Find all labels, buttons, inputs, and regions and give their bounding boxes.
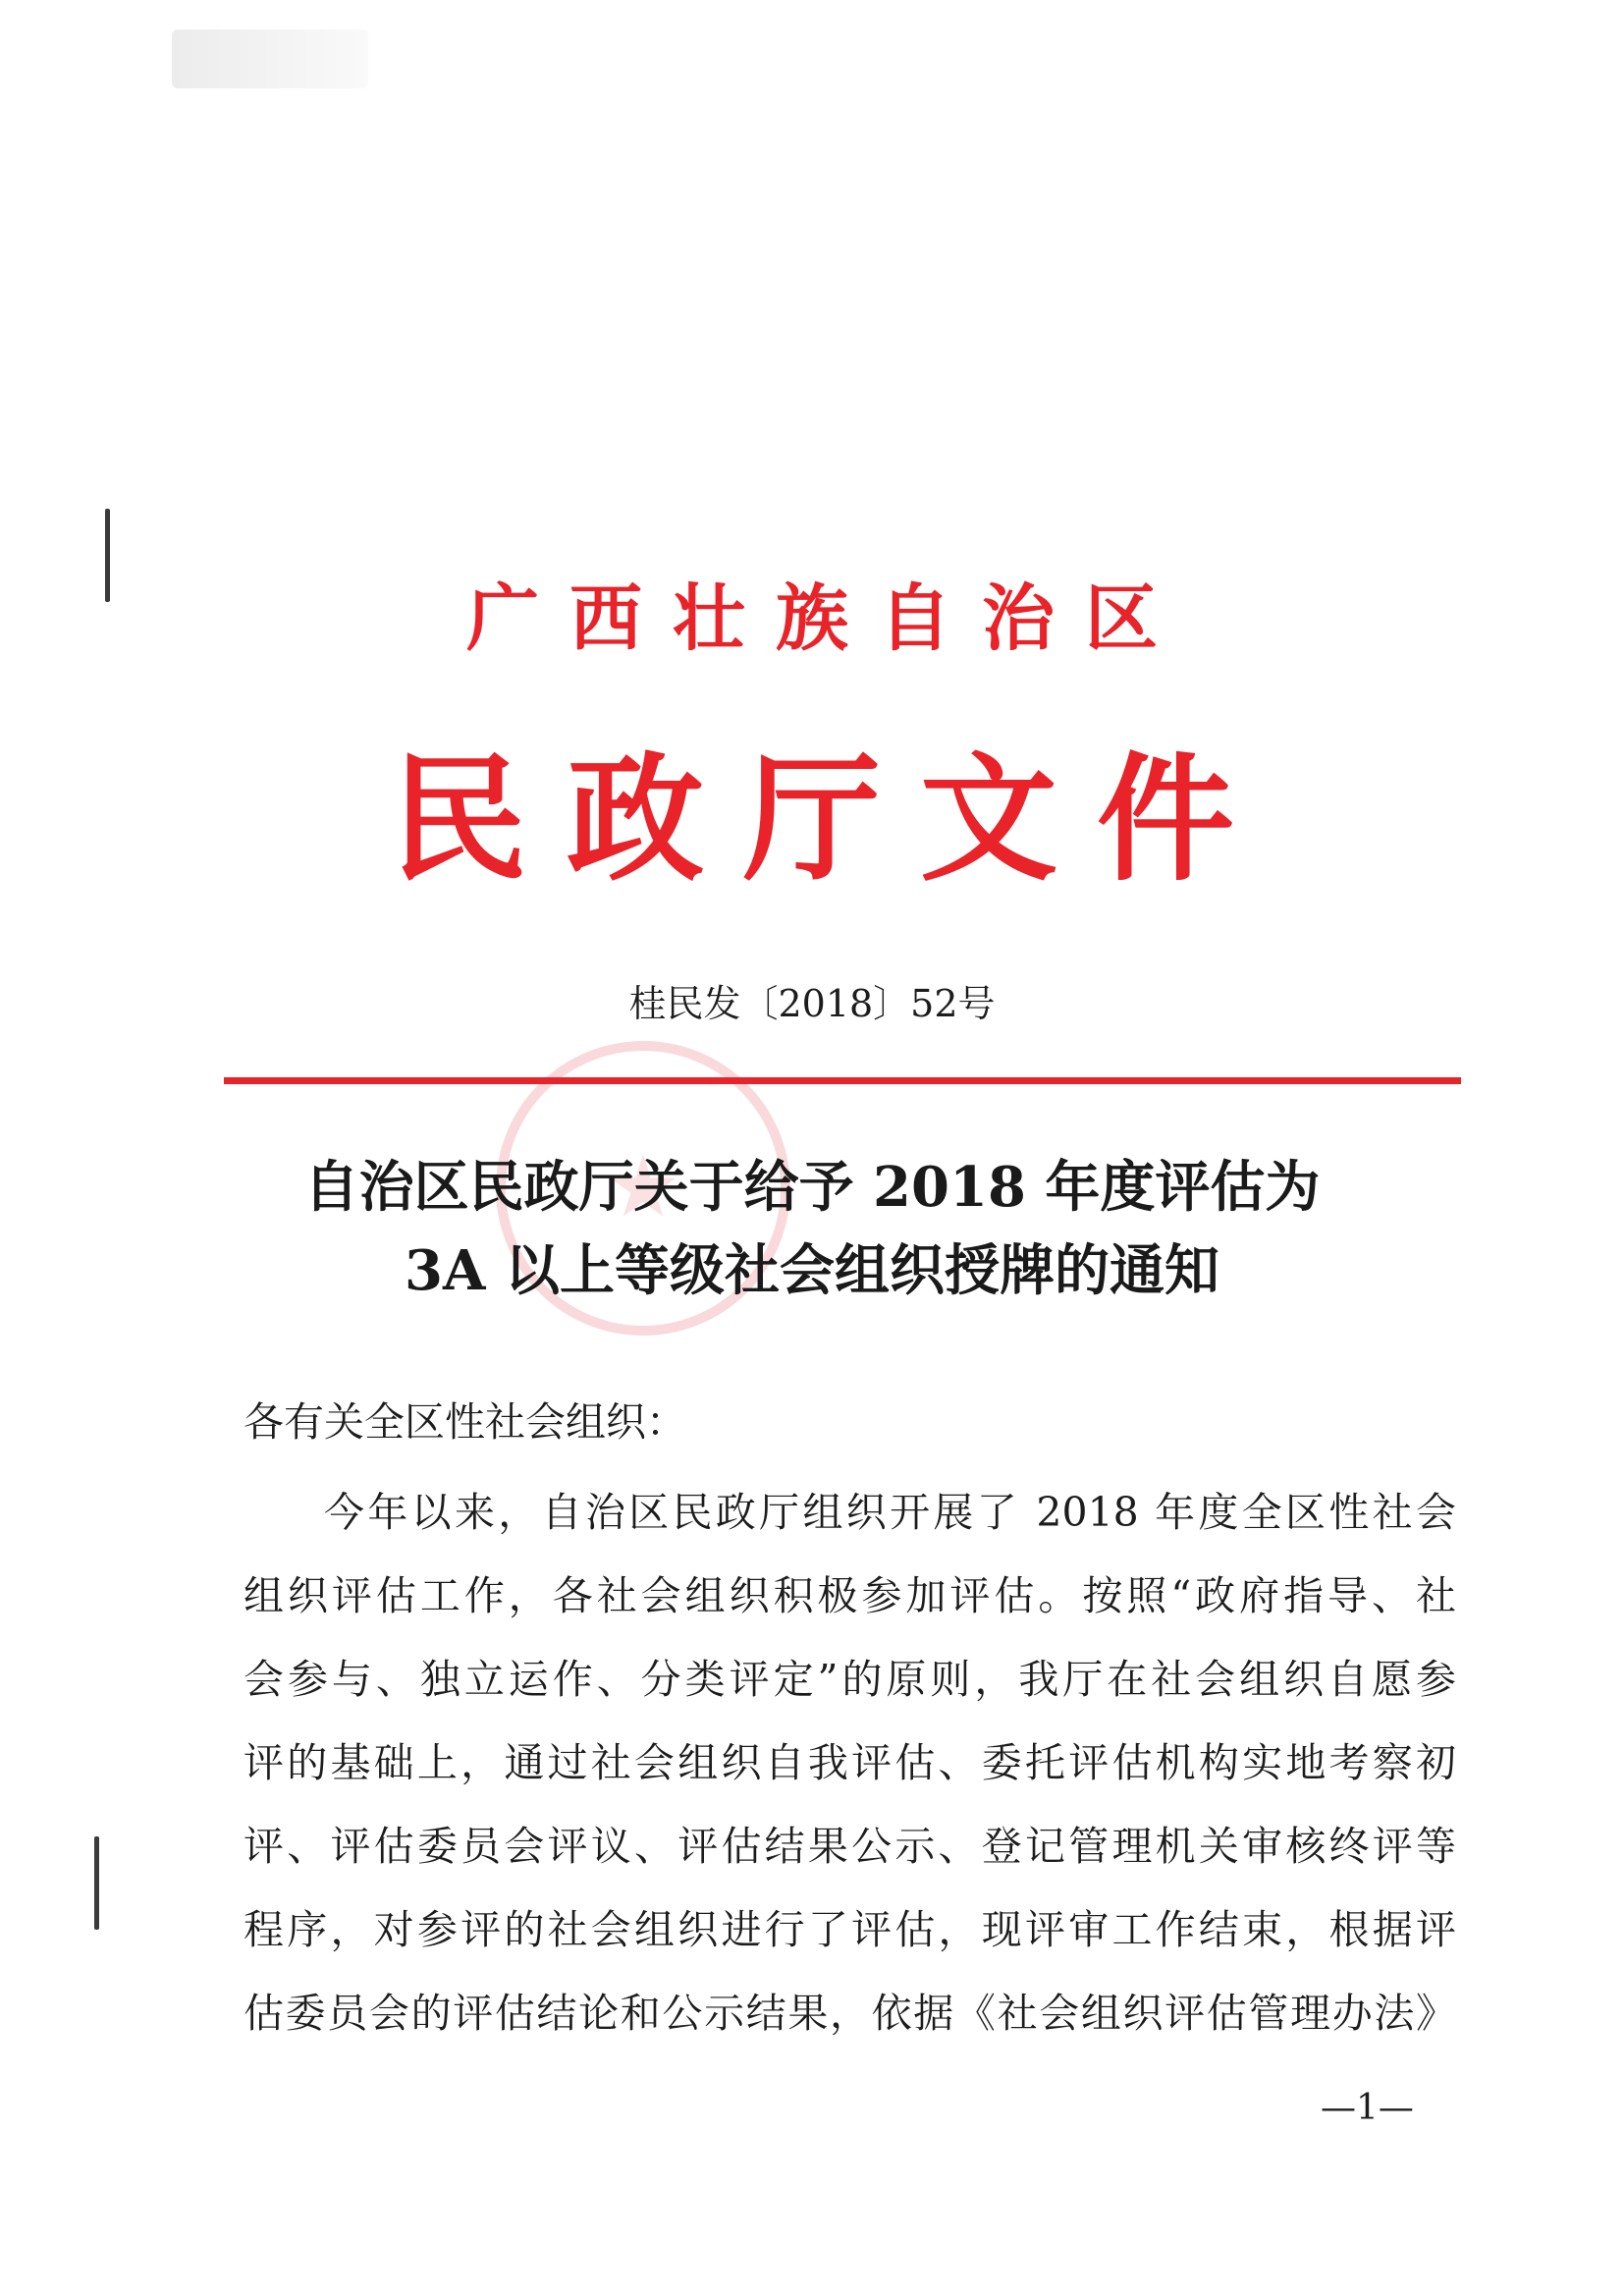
body-text-line: 组织评估工作，各社会组织积极参加评估。按照“政府指导、社 [244, 1572, 1456, 1619]
faint-handwriting-mark [172, 29, 368, 88]
red-header-rule [224, 1077, 1461, 1084]
issuer-char: 区 [1085, 576, 1158, 661]
body-text-line: 程序，对参评的社会组织进行了评估，现评审工作结束，根据评 [244, 1906, 1456, 1953]
document-number: 桂民发〔2018〕52号 [628, 982, 996, 1025]
body-text-line: 今年以来，自治区民政厅组织开展了 2018 年度全区性社会 [324, 1489, 1456, 1536]
issuer-name-line1 [0, 570, 1624, 668]
issuer-char: 文 [919, 739, 1057, 901]
body-text-line: 估委员会的评估结论和公示结果，依据《社会组织评估管理办法》 [244, 1990, 1456, 2037]
issuer-char: 政 [566, 739, 704, 901]
issuer-char: 治 [982, 576, 1055, 661]
issuer-char: 厅 [742, 739, 881, 901]
issuer-char: 广 [466, 576, 539, 661]
body-text-line: 评、评估委员会评议、评估结果公示、登记管理机关审核终评等 [244, 1823, 1456, 1870]
issuer-char: 民 [389, 739, 527, 901]
document-title-line2: 3A 以上等级社会组织授牌的通知 [405, 1238, 1219, 1303]
issuer-name-line2 [0, 739, 1624, 901]
issuer-char: 自 [879, 576, 951, 661]
salutation: 各有关全区性社会组织： [244, 1398, 686, 1446]
issuer-char: 族 [776, 576, 848, 661]
document-title-line1: 自治区民政厅关于给予 2018 年度评估为 [303, 1155, 1321, 1220]
issuer-char: 西 [569, 576, 642, 661]
issuer-char: 壮 [673, 576, 745, 661]
body-text-line: 评的基础上，通过社会组织自我评估、委托评估机构实地考察初 [244, 1739, 1456, 1786]
body-text-line: 会参与、独立运作、分类评定”的原则，我厅在社会组织自愿参 [244, 1656, 1456, 1703]
issuer-char: 件 [1096, 739, 1234, 901]
page-number: —1— [1321, 2088, 1414, 2128]
binding-mark-bottom [94, 1836, 99, 1930]
